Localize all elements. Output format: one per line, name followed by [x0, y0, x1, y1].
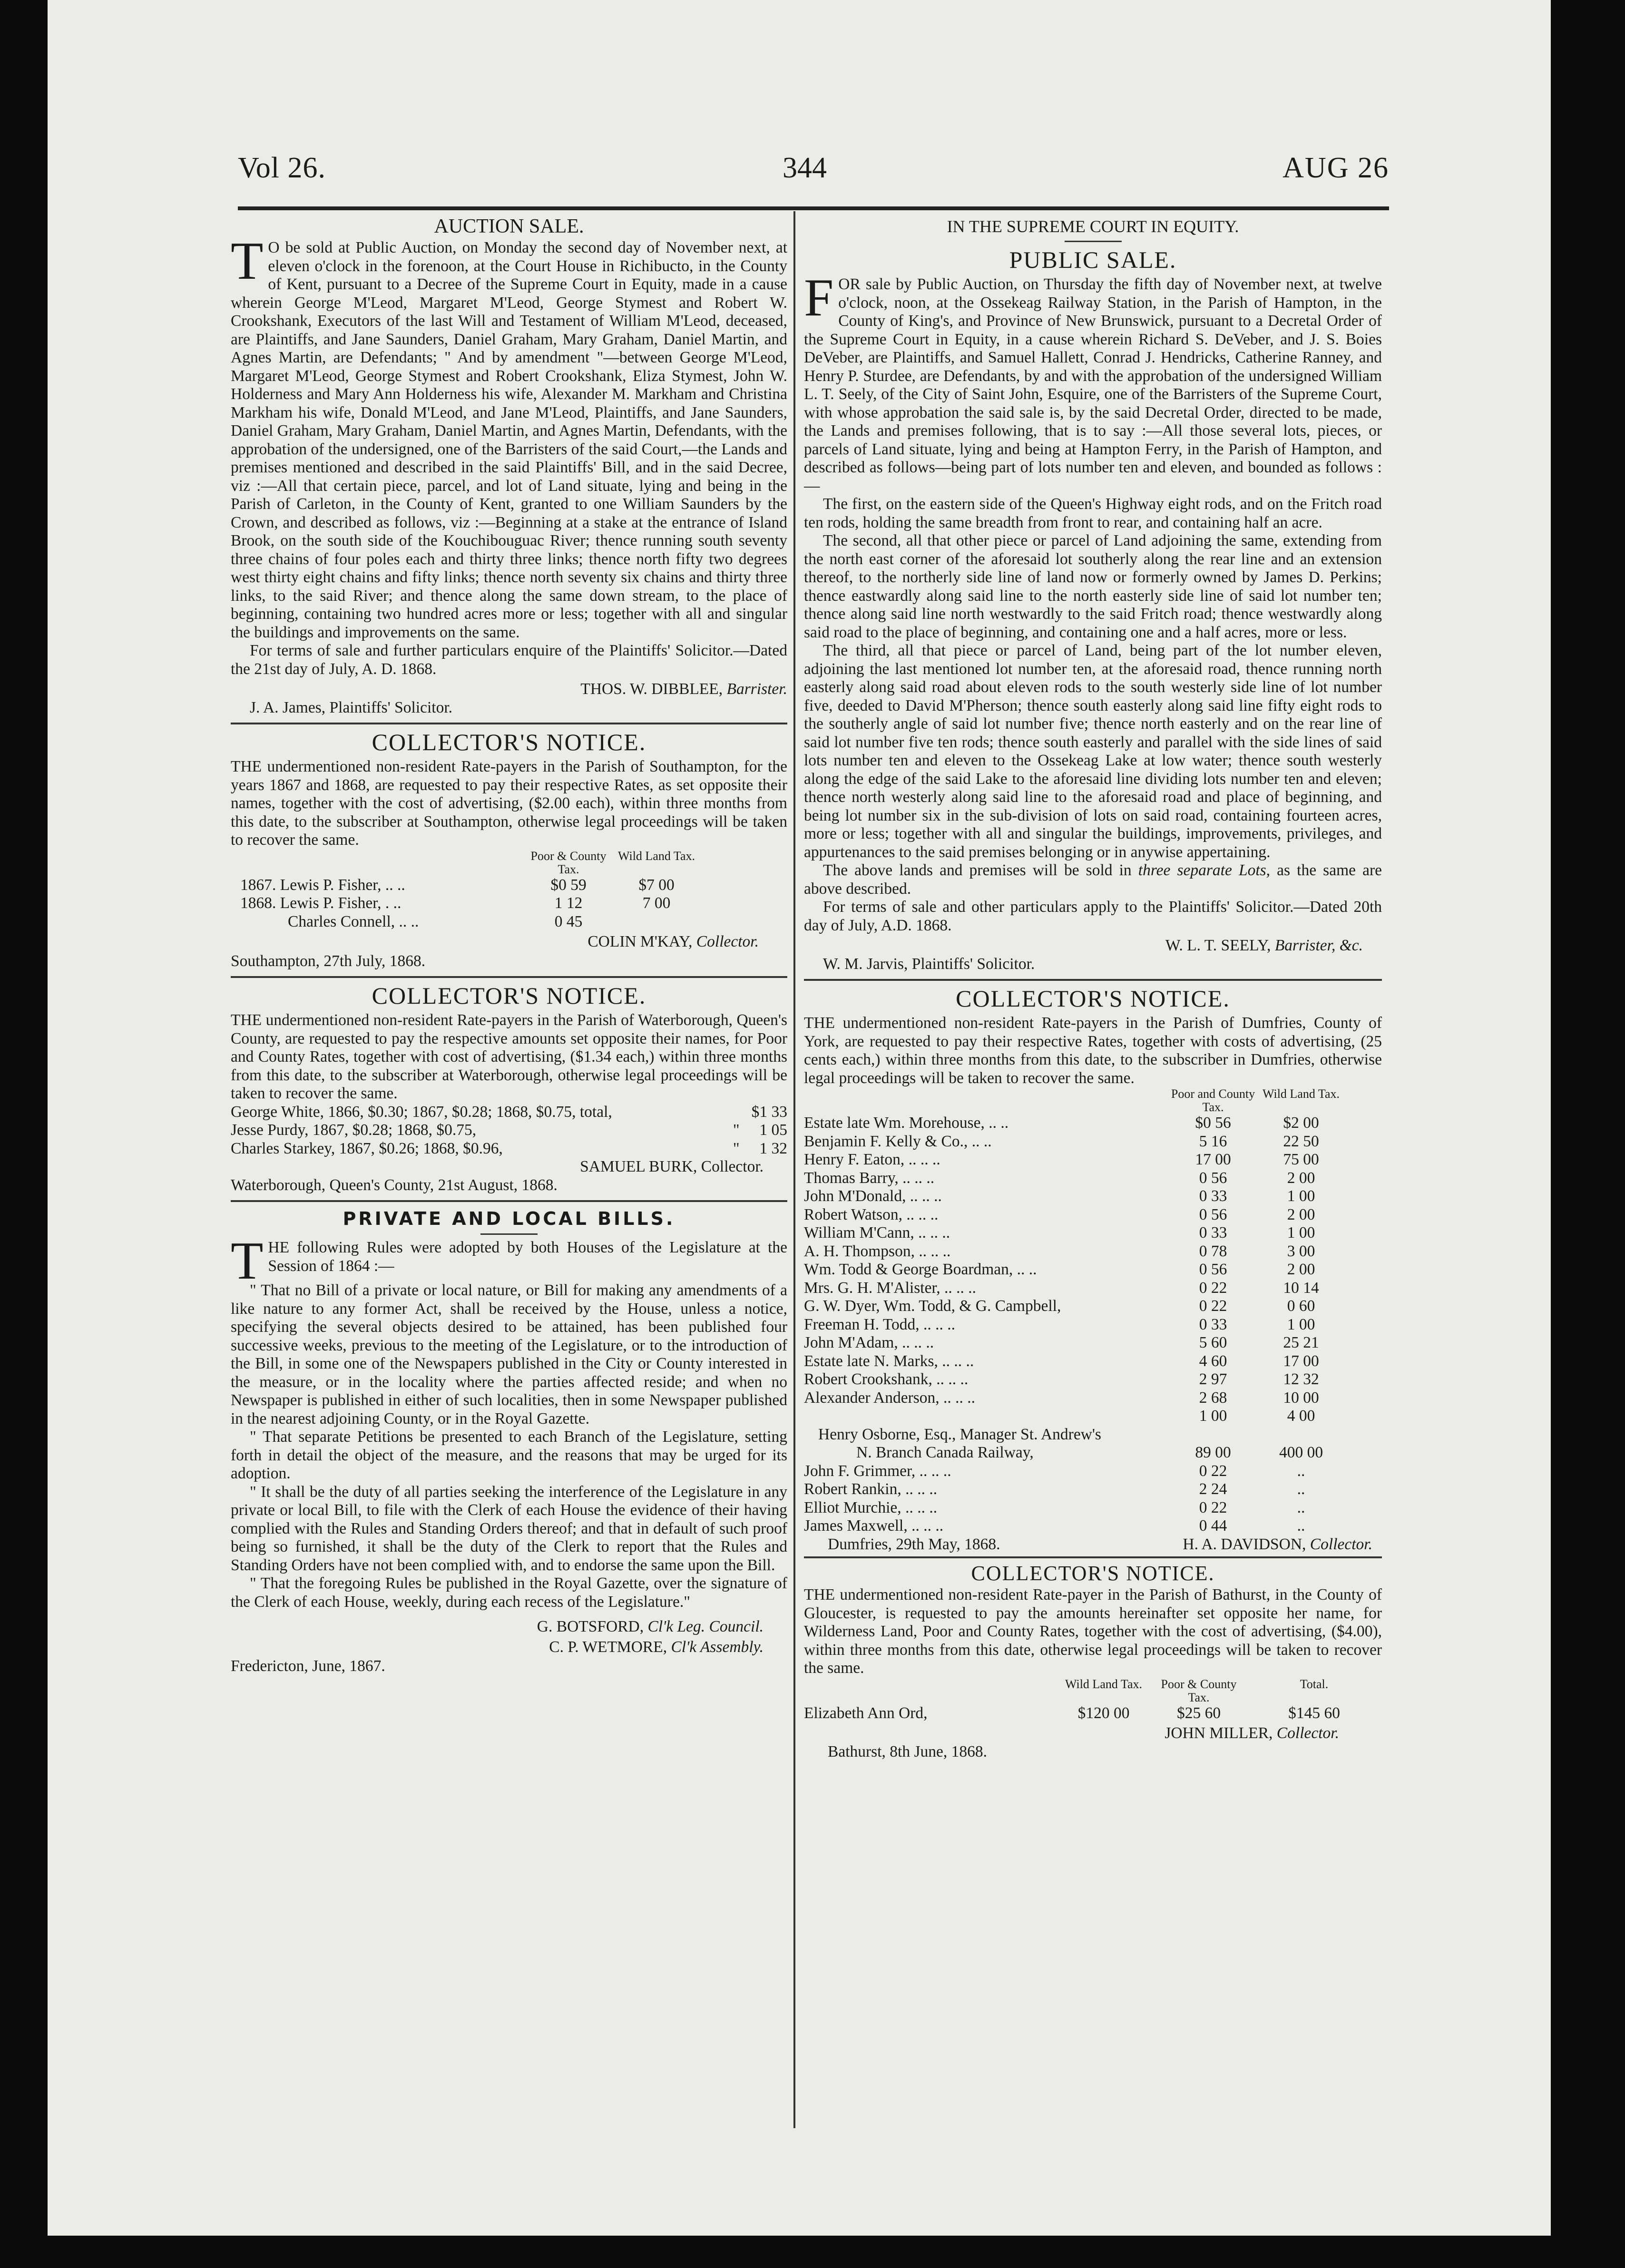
table-row: N. Branch Canada Railway, 89 00 400 00 — [856, 1444, 1323, 1461]
table-row: George White, 1866, $0.30; 1867, $0.28; 1868, $0.75, total, $1 33 — [231, 1103, 787, 1121]
auction-sale-body: O be sold at Public Auction, on Monday the second day of November next, at eleven o'clock in the forenoon, at the Court House in Richibucto, in the County of Kent, pursuant to a Decree of the Supreme Court in Equity, made in a cause wherein George M'Leod, Margaret M'Leod, George Stymest and Robert W. Crookshank, Executors of the last Will and Testament of William M'Leod, deceased, are Plaintiffs, and Jane Saunders, Daniel Graham, Mary Graham, Daniel Martin, and Agnes Martin, are Defendants; " And by amendment "—between George M'Leod, Margaret M'Leod, George Stymest and Robert Crookshank, Eliza Stymest, John W. Holderness and Mary Ann Holderness his wife, Alexander M. Markham and Christina Markham his wife, Donald M'Leod, and Jane M'Leod, Plaintiffs, and Jane Saunders, Daniel Graham, Mary Graham, Daniel Martin, and Agnes Martin, Defendants, with the approbation of the undersigned, one of the Barristers of the said Court,—the Lands and premises mentioned and described in the said Plaintiffs' Bill, and in the said Decree, viz :—All that certain piece, parcel, and lot of Land situate, lying and being in the Parish of Carleton, in the County of Kent, granted to one William Saunders by the Crown, and described as follows, viz :—Beginning at a stake at the entrance of Island Brook, on the south side of the Kouchibouguac River; thence running south seventy three chains of four poles each and thirty three links; thence north fifty two degrees west thirty eight chains and fifty links; thence north seventy six chains and thirty three links, to the said River; and thence along the same down stream, to the place of beginning, containing two hundred acres more or less; together with all and singular the buildings and improvements on the same. — [231, 239, 787, 641]
drop-cap: T — [231, 1239, 264, 1281]
assembly-clerk-signature: C. P. WETMORE, Cl'k Assembly. — [549, 1638, 764, 1656]
southampton-collector-notice — [231, 728, 787, 970]
section-rule — [804, 1556, 1382, 1558]
table-row: William M'Cann, .. .. .. 0 33 1 00 — [804, 1224, 1315, 1242]
waterborough-collector-notice — [231, 982, 787, 1194]
column-header: Total. — [1300, 1677, 1329, 1691]
right-column — [804, 214, 1382, 1761]
lot-paragraph: The first, on the eastern side of the Queen's Highway eight rods, and on the Fritch road ten rods, holding the same breadth from front to rear, and containing half an acre. — [804, 495, 1382, 531]
rule-paragraph: " It shall be the duty of all parties seeking the interference of the Legislature in any private or local Bill, to file with the Clerk of each House the evidence of their having complied with the Rules and Standing Orders thereof; and that in default of such proof being so furnished, it shall be the duty of the Clerk to report that the Rules and Standing Orders have not been complied with, and to endorse the same upon the Bill. — [231, 1483, 787, 1574]
notice-body: THE undermentioned non-resident Rate-payer in the Parish of Bathurst, in the County of Gloucester, is requested to pay the amounts hereinafter set opposite her name, for Wilderness Land, Poor and County Rates, together with the cost of advertising, ($4.00), within three months from this date, otherwise legal proceedings will be taken to recover the same. — [804, 1586, 1382, 1677]
bills-title: PRIVATE AND LOCAL BILLS. — [343, 1208, 675, 1229]
table-row: Henry Osborne, Esq., Manager St. Andrew's — [818, 1425, 1101, 1443]
bills-intro: HE following Rules were adopted by both Houses of the Legislature at the Session of 1864 :— — [268, 1239, 787, 1275]
drop-cap: T — [231, 239, 264, 291]
page-number: 344 — [783, 152, 827, 184]
collector-notice-title: COLLECTOR'S NOTICE. — [372, 982, 646, 1009]
table-row: A. H. Thompson, .. .. .. 0 78 3 00 — [804, 1242, 1315, 1260]
collector-signature: COLIN M'KAY, Collector. — [587, 933, 759, 950]
table-row: Mrs. G. H. M'Alister, .. .. .. 0 22 10 14 — [804, 1279, 1319, 1297]
court-heading: IN THE SUPREME COURT IN EQUITY. — [947, 217, 1239, 236]
table-row: John F. Grimmer, .. .. .. 0 22 .. — [804, 1462, 1305, 1480]
table-row: James Maxwell, .. .. .. 0 44 .. — [804, 1517, 1305, 1535]
column-divider — [793, 211, 795, 2128]
rule-paragraph: " That no Bill of a private or local nature, or Bill for making any amendments of a like nature to any former Act, shall be received by the House, unless a notice, specifying the several objects desired to be attained, has been published four successive weeks, previous to the meeting of the Legislature, or to the introduction of the Bill, in some one of the Newspapers published in the City or County interested in the measure, or in the locality where the parties affected reside; and when no Newspaper is published in either of such localities, then in some Newspaper published in the nearest adjoining County, or in the Royal Gazette. — [231, 1281, 787, 1427]
sale-lots-paragraph: The above lands and premises will be sold in three separate Lots, as the same are above described. — [804, 861, 1382, 898]
left-column — [231, 214, 787, 1676]
collector-signature: SAMUEL BURK, Collector. — [580, 1158, 764, 1175]
collector-notice-title: COLLECTOR'S NOTICE. — [971, 1562, 1215, 1585]
dumfries-collector-notice — [804, 985, 1382, 1554]
dumfries-footer — [804, 1535, 1382, 1554]
collector-signature: H. A. DAVIDSON, Collector. — [1183, 1535, 1372, 1553]
table-row: John M'Adam, .. .. .. 5 60 25 21 — [804, 1334, 1319, 1351]
barrister-signature: W. L. T. SEELY, Barrister, &c. — [1165, 937, 1363, 954]
notice-body: THE undermentioned non-resident Rate-payers in the Parish of Dumfries, County of York, are requested to pay their respective Rates, together with costs of advertising, (25 cents each,) within three months from this date, to the subscriber in Dumfries, otherwise legal proceedings will be taken to recover the same. — [804, 1014, 1382, 1087]
table-row: Jesse Purdy, 1867, $0.28; 1868, $0.75, " 1 05 — [231, 1121, 787, 1139]
auction-solicitor: J. A. James, Plaintiffs' Solicitor. — [250, 698, 453, 716]
private-local-bills-notice — [231, 1206, 787, 1676]
table-row: Estate late Wm. Morehouse, .. .. $0 56 $2 00 — [804, 1114, 1319, 1132]
table-row: Alexander Anderson, .. .. .. 2 68 10 00 — [804, 1388, 1319, 1407]
title-rule — [1065, 241, 1122, 242]
table-row: 1867. Lewis P. Fisher, .. .. $0 59 $7 00 — [240, 876, 675, 894]
bathurst-tax-table — [804, 1678, 1382, 1723]
bathurst-collector-notice — [804, 1561, 1382, 1761]
collector-notice-title: COLLECTOR'S NOTICE. — [956, 985, 1230, 1012]
table-row: Charles Connell, .. .. 0 45 — [288, 912, 583, 930]
lot-paragraph: The third, all that piece or parcel of Land, being part of the lot number eleven, adjoining the last mentioned lot number ten, at the aforesaid road, thence running north easterly along said road about eleven rods to the south westerly side line of lot number five, deeded to David M'Pherson; thence south easterly along said line fifty eight rods to the southerly angle of said lot number five; thence north easterly and on the rear line of said lot number five ten rods; thence south easterly and parallel with the side lines of said lots number ten and eleven to the Ossekeag Lake at low water; thence south westerly along the edge of the said Lake to the aforesaid line dividing lots number ten and eleven; thence north westerly along said line to the aforesaid road and place of beginning, and being lot number six in the sub-division of lots on said road, containing fourteen acres, more or less; together with all and singular the buildings, improvements, privileges, and appurtenances to the said premises belonging or in anywise appertaining. — [804, 642, 1382, 861]
column-header: Wild Land Tax. — [1262, 1087, 1340, 1101]
issue-date: AUG 26 — [1282, 152, 1389, 184]
table-row: G. W. Dyer, Wm. Todd, & G. Campbell, 0 22 0 60 — [804, 1297, 1315, 1315]
waterborough-tax-table — [231, 1103, 787, 1158]
auction-sale-terms: For terms of sale and further particulars enquire of the Plaintiffs' Solicitor.—Dated the 21st day of July, A. D. 1868. — [231, 642, 787, 678]
notice-body: THE undermentioned non-resident Rate-payers in the Parish of Southampton, for the years 1867 and 1868, are requested to pay their respective Rates, as set opposite their names, together with the cost of advertising, ($2.00 each), within three months from this date, to the subscriber at Southampton, otherwise legal proceedings will be taken to recover the same. — [231, 758, 787, 849]
auction-sale-title: AUCTION SALE. — [434, 215, 584, 237]
council-clerk-signature: G. BOTSFORD, Cl'k Leg. Council. — [537, 1618, 764, 1635]
table-row: Robert Watson, .. .. .. 0 56 2 00 — [804, 1205, 1315, 1223]
section-rule — [231, 1200, 787, 1202]
column-header: Poor & County Tax. — [1161, 1677, 1237, 1704]
collector-signature: JOHN MILLER, Collector. — [1165, 1724, 1339, 1742]
section-rule — [231, 723, 787, 724]
sale-terms: For terms of sale and other particulars apply to the Plaintiffs' Solicitor.—Dated 20th day of July, A.D. 1868. — [804, 898, 1382, 934]
collector-notice-title: COLLECTOR'S NOTICE. — [372, 729, 646, 755]
rule-paragraph: " That the foregoing Rules be published in the Royal Gazette, over the signature of the Clerk of each House, weekly, during each recess of the Legislature." — [231, 1574, 787, 1611]
table-row: 1868. Lewis P. Fisher, . .. 1 12 7 00 — [240, 894, 671, 912]
column-header: Poor & County Tax. — [530, 849, 607, 876]
column-header: Wild Land Tax. — [617, 849, 695, 863]
public-sale-title: PUBLIC SALE. — [1009, 246, 1177, 273]
notice-date: Bathurst, 8th June, 1868. — [828, 1742, 987, 1760]
public-sale-body: OR sale by Public Auction, on Thursday the fifth day of November next, at twelve o'clock, noon, at the Ossekeag Railway Station, in the Parish of Hampton, in the County of King's, and Province of New Brunswick, pursuant to a Decretal Order of the Supreme Court in Equity, in a cause wherein Richard S. DeVeber, and J. S. Boies DeVeber, are Plaintiffs, and Samuel Hallett, Conrad J. Hendricks, Catherine Ranney, and Henry P. Sturdee, are Defendants, by and with the approbation of the undersigned William L. T. Seely, of the City of Saint John, Esquire, one of the Barristers of the Supreme Court, with whose approbation the said sale is, by the said Decretal Order, directed to be made, the Lands and premises following, that is to say :—All those several lots, pieces, or parcels of Land situate, lying and being at Hampton Ferry, in the Parish of Hampton, and described as follows—being part of lots number ten and eleven, and bounded as follows :— — [804, 275, 1382, 495]
page-header — [238, 151, 1389, 213]
drop-cap: F — [804, 275, 834, 327]
rule-paragraph: " That separate Petitions be presented to each Branch of the Legislature, setting forth in detail the object of the measure, and the reasons that may be urged for its adoption. — [231, 1428, 787, 1482]
table-row: Robert Crookshank, .. .. .. 2 97 12 32 — [804, 1370, 1319, 1388]
column-header: Wild Land Tax. — [1065, 1677, 1142, 1691]
table-row: Elliot Murchie, .. .. .. 0 22 .. — [804, 1498, 1305, 1516]
equity-solicitor: W. M. Jarvis, Plaintiffs' Solicitor. — [823, 955, 1035, 973]
southampton-tax-table — [231, 850, 787, 931]
table-row: 1 00 4 00 — [1199, 1407, 1315, 1425]
dumfries-tax-table — [804, 1087, 1382, 1535]
table-row: Thomas Barry, .. .. .. 0 56 2 00 — [804, 1169, 1315, 1187]
notice-date: Waterborough, Queen's County, 21st August, 1868. — [231, 1176, 558, 1194]
table-row: Freeman H. Todd, .. .. .. 0 33 1 00 — [804, 1315, 1315, 1333]
notice-date: Dumfries, 29th May, 1868. — [828, 1535, 1000, 1553]
bills-date: Fredericton, June, 1867. — [231, 1657, 385, 1675]
auction-sale-notice — [231, 214, 787, 717]
notice-date: Southampton, 27th July, 1868. — [231, 952, 426, 970]
auction-signature: THOS. W. DIBBLEE, Barrister. — [580, 680, 787, 698]
notice-body: THE undermentioned non-resident Rate-payers in the Parish of Waterborough, Queen's County, are requested to pay the respective amounts set opposite their names, for Poor and County Rates, together with cost of advertising, ($1.34 each,) within three months from this date, to the subscriber at Waterborough, otherwise legal proceedings will be taken to recover the same. — [231, 1011, 787, 1102]
table-row: Benjamin F. Kelly & Co., .. .. 5 16 22 50 — [804, 1132, 1319, 1150]
table-row: Wm. Todd & George Boardman, .. .. 0 56 2 00 — [804, 1261, 1315, 1278]
title-rule — [480, 1233, 538, 1235]
table-row: Robert Rankin, .. .. .. 2 24 .. — [804, 1480, 1305, 1498]
table-row: Elizabeth Ann Ord, $120 00 $25 60 $145 60 — [804, 1704, 1340, 1722]
table-row: Henry F. Eaton, .. .. .. 17 00 75 00 — [804, 1151, 1319, 1168]
section-rule — [231, 976, 787, 978]
header-rule — [238, 206, 1389, 210]
equity-public-sale-notice — [804, 214, 1382, 973]
section-rule — [804, 979, 1382, 981]
newspaper-page — [48, 0, 1551, 2236]
table-row: Estate late N. Marks, .. .. .. 4 60 17 00 — [804, 1352, 1319, 1370]
table-row: Charles Starkey, 1867, $0.26; 1868, $0.96, " 1 32 — [231, 1139, 787, 1157]
column-header: Poor and County Tax. — [1171, 1087, 1255, 1114]
volume-number: Vol 26. — [238, 152, 326, 184]
lot-paragraph: The second, all that other piece or parcel of Land adjoining the same, extending from the north east corner of the aforesaid lot southerly along the rear line and an extension thereof, to the northerly side line of land now or formerly owned by James D. Perkins; thence eastwardly along said line to the north easterly side line of said lot number ten; thence along said line north westwardly to the said Fritch road; thence westwardly along said road to the place of beginning, and containing one and a half acres, more or less. — [804, 532, 1382, 641]
table-row: John M'Donald, .. .. .. 0 33 1 00 — [804, 1187, 1315, 1205]
